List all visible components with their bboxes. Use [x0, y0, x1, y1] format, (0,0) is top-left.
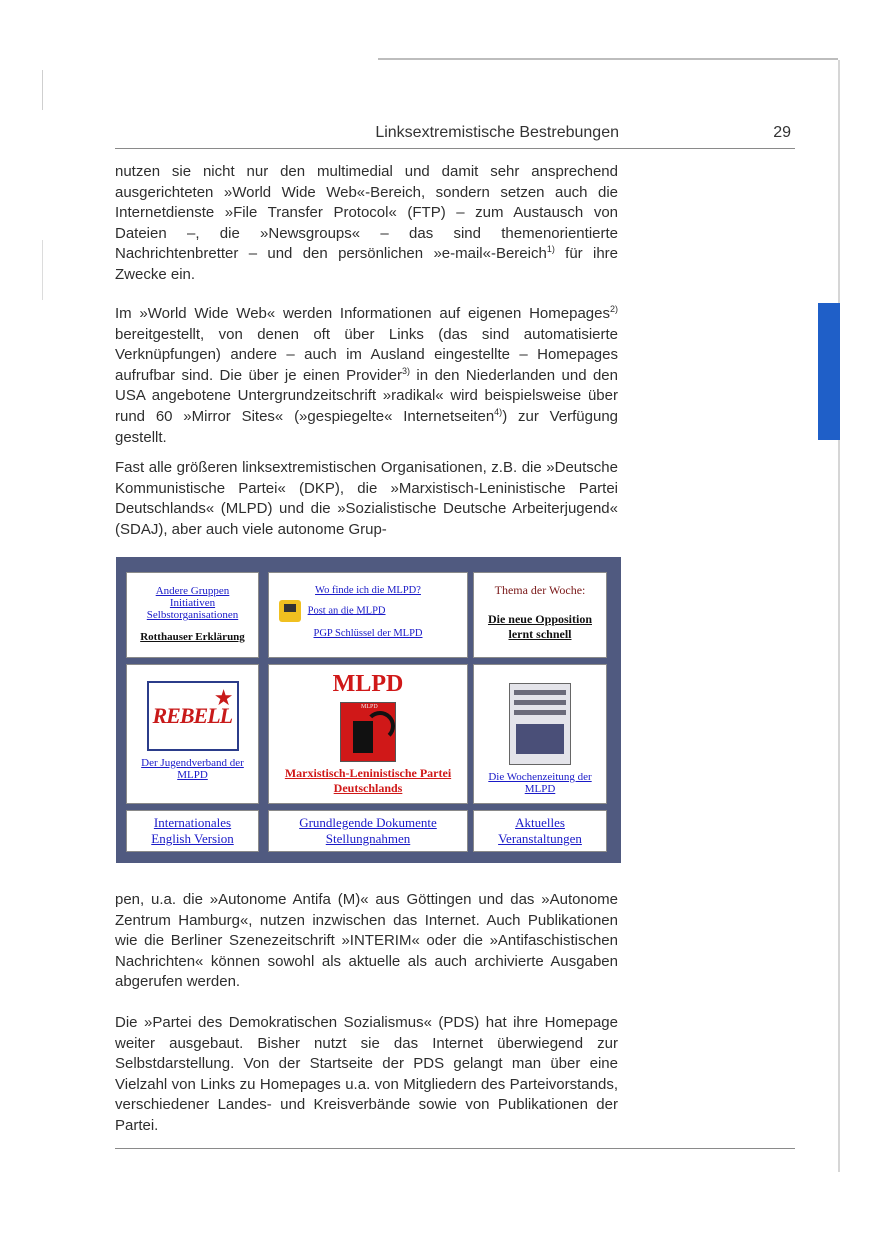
nav-cell-party: [268, 664, 468, 804]
page-edge: [838, 60, 840, 1172]
margin-mark: [42, 70, 43, 110]
header-title: Linksextremistische Bestrebungen: [375, 124, 619, 141]
paragraph-2: Im »World Wide Web« werden Informationen auf eigenen Homepages$^{2)}$ bereitgestellt, von denen oft über Links (das sind automatisierte Verknüpfungen) andere – auch im Ausland eingestellte – Homepages aufrufbar sind. Die über je einen Provider$^{3)}$ in den Niederlanden und den USA angebotene Untergrundzeitschrift »radikal« wird beispielsweise über rund 60 »Mirror Sites« (»gespiegelte« Internetseiten$^{4)}$) zur Verfügung gestellt.: [115, 304, 618, 446]
top-rule: [378, 58, 838, 60]
sickle-icon: [365, 711, 395, 741]
nav-cell-newspaper: [473, 664, 607, 804]
link-neue-opposition[interactable]: Die neue Opposition: [487, 612, 592, 626]
link-aktuelles[interactable]: Aktuelles: [515, 815, 565, 830]
link-grundlegende-dokumente[interactable]: Grundlegende Dokumente: [299, 815, 437, 830]
floppy-disk-icon: [279, 600, 301, 622]
margin-mark: [42, 240, 43, 300]
chapter-tab: [818, 303, 840, 440]
link-internationales[interactable]: Internationales: [153, 815, 232, 830]
link-english-version[interactable]: English Version: [151, 831, 234, 846]
link-wochenzeitung-mlpd[interactable]: MLPD: [524, 783, 556, 795]
paragraph-4: pen, u.a. die »Autonome Antifa (M)« aus Göttingen und das »Autonome Zentrum Hamburg«, nutzen inzwischen das Internet. Auch Publikationen wie die Berliner Szenezeitschrift »INTERIM« oder die »Antifaschistischen Nachrichten« können sowohl als aktuelle als auch archivierte Ausgaben abgerufen werden.: [115, 891, 618, 991]
link-rotthauser-erklaerung[interactable]: Rotthauser Erklärung: [140, 631, 245, 643]
footer-rule: [115, 1148, 795, 1149]
newspaper-headline: [514, 710, 566, 715]
paragraph-5: Die »Partei des Demokratischen Sozialismus« (PDS) hat ihre Homepage weiter ausgebaut. Bisher nutzt sie das Internet überwiegend zur Selbstdarstellung. Von der Startseite der PDS gelangt man über eine Vielzahl von Links zu Homepages u.a. von Mitgliedern des Parteivorstands, verschiedener Landes- und Kreisverbände sowie von Publikationen der Partei.: [115, 1014, 618, 1134]
rebell-logo[interactable]: [147, 681, 239, 751]
star-icon: ★: [213, 685, 234, 710]
newspaper-headline: [514, 700, 566, 705]
link-jugendverband-mlpd[interactable]: MLPD: [177, 769, 208, 781]
link-andere-gruppen[interactable]: Andere Gruppen: [155, 585, 230, 597]
hammer-sickle-logo[interactable]: [340, 702, 396, 762]
website-screenshot: [116, 557, 621, 863]
link-wo-finde-ich[interactable]: Wo finde ich die MLPD?: [315, 585, 421, 596]
paragraph-3: Fast alle größeren linksextremistischen Organisationen, z.B. die »Deutsche Kommunistische Partei« (DKP), die »Marxistisch-Leninistische Partei Deutschlands« (MLPD) und die »Sozialistische Deutsche Arbeiterjugend« (SDAJ), aber auch viele autonome Grup-: [115, 459, 618, 538]
nav-cell-groups: [126, 572, 259, 658]
nav-cell-youth: [126, 664, 259, 804]
nav-cell-topic: [473, 572, 607, 658]
rebell-logo-text: REBELL: [152, 703, 233, 728]
running-header: [115, 122, 795, 149]
nav-cell-news: [473, 810, 607, 852]
link-post-an-mlpd[interactable]: Post an die MLPD: [307, 605, 386, 617]
page-number: 29: [773, 124, 791, 141]
newspaper-headline: [514, 690, 566, 695]
link-wochenzeitung[interactable]: Die Wochenzeitung der: [488, 771, 592, 783]
newspaper-thumbnail[interactable]: [509, 683, 571, 765]
link-initiativen[interactable]: Initiativen: [169, 597, 216, 609]
topic-heading: Thema der Woche:: [494, 583, 586, 597]
link-stellungnahmen[interactable]: Stellungnahmen: [325, 831, 411, 846]
nav-cell-contact: [268, 572, 468, 658]
nav-cell-international: [126, 810, 259, 852]
link-selbstorganisationen[interactable]: Selbstorganisationen: [146, 609, 239, 621]
newspaper-photo: [516, 724, 564, 754]
logo-label: MLPD: [361, 704, 378, 710]
party-title: MLPD: [332, 671, 404, 697]
link-lernt-schnell[interactable]: lernt schnell: [508, 627, 572, 641]
paragraph-1: nutzen sie nicht nur den multimedial und damit sehr ansprechend ausgerichteten »World Wide Web«-Bereich, sondern setzen auch die Internetdienste »File Transfer Protocol« (FTP) – zum Austausch von Dateien –, die »Newsgroups« – das sind themenorientierte Nachrichtenbretter – und den persönlichen »e-mail«-Bereich$^{1)}$ für ihre Zwecke ein.: [115, 163, 618, 283]
link-jugendverband[interactable]: Der Jugendverband der: [141, 757, 244, 769]
nav-cell-documents: [268, 810, 468, 852]
link-veranstaltungen[interactable]: Veranstaltungen: [498, 831, 582, 846]
link-party-name[interactable]: Marxistisch-Leninistische Partei: [284, 766, 452, 780]
link-pgp-schluessel[interactable]: PGP Schlüssel der MLPD: [313, 628, 423, 639]
link-party-deutschlands[interactable]: Deutschlands: [333, 781, 403, 795]
